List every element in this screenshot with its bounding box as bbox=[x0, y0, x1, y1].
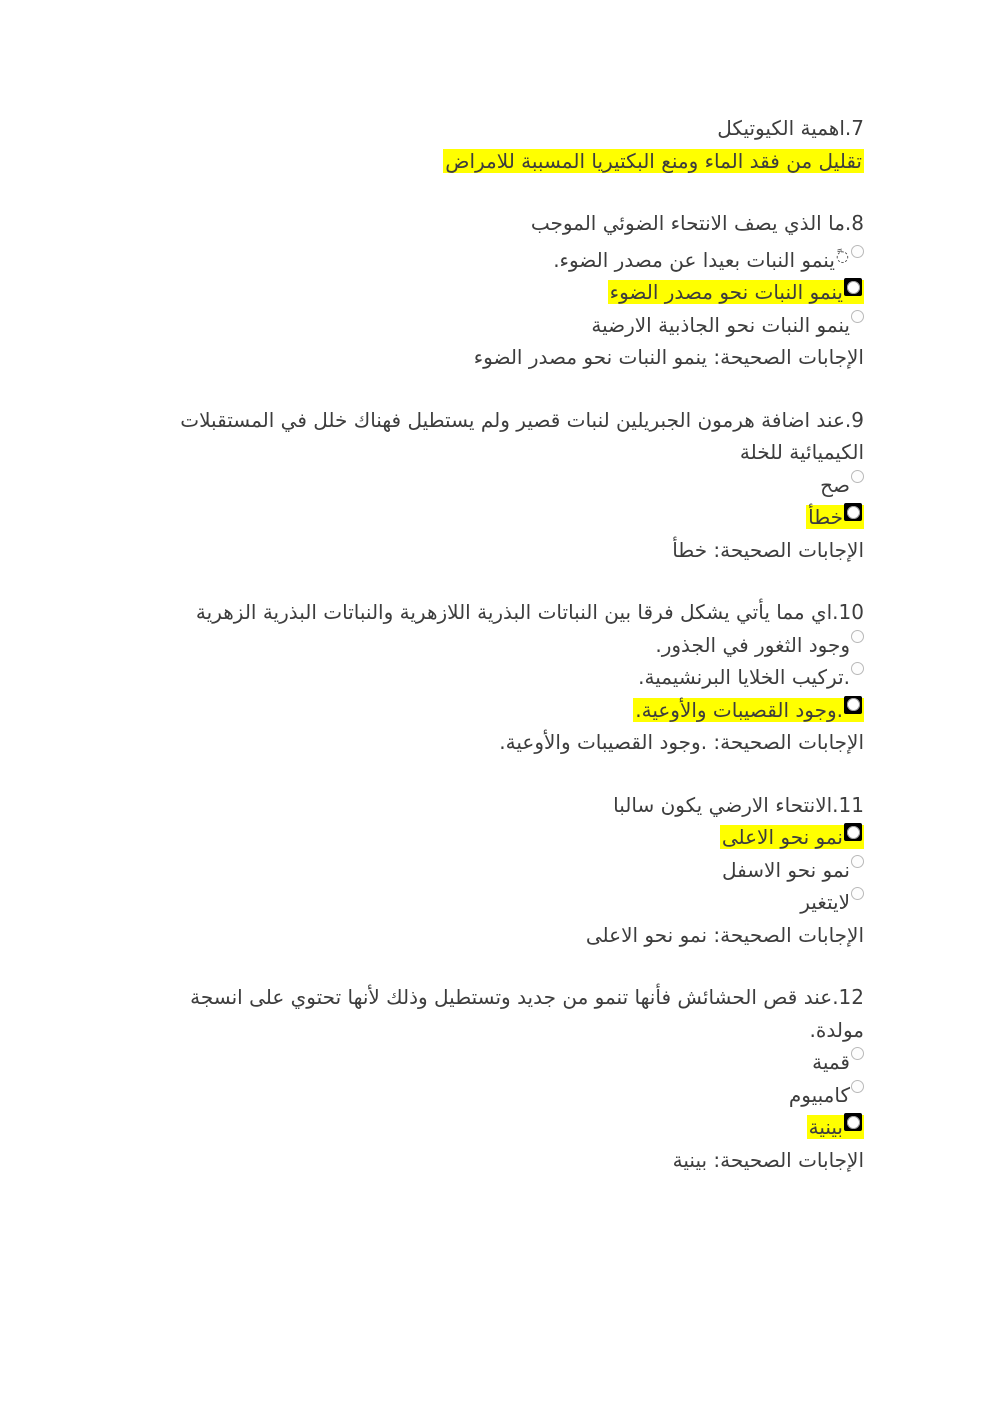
question-block-8 bbox=[158, 207, 864, 374]
question-block-12 bbox=[158, 981, 864, 1176]
answer-option bbox=[158, 276, 864, 309]
option-label: .وجود القصيبات والأوعية. bbox=[635, 697, 843, 722]
option-label: نمو نحو الاعلى bbox=[721, 825, 843, 849]
question-title: 7.اهمية الكيوتيكل bbox=[717, 116, 864, 140]
radio-button[interactable] bbox=[851, 662, 864, 675]
answer-option bbox=[158, 240, 864, 277]
answer-option bbox=[158, 469, 864, 502]
diacritic-mark: ◌ً bbox=[835, 246, 849, 265]
correct-answer-text: الإجابات الصحيحة: .وجود القصيبات والأوعية. bbox=[499, 730, 864, 754]
question-block-9 bbox=[158, 404, 864, 567]
answer-option bbox=[158, 629, 864, 662]
answer-option bbox=[158, 309, 864, 342]
answer-option bbox=[158, 886, 864, 919]
answer-option bbox=[158, 661, 864, 694]
answer-option bbox=[158, 854, 864, 887]
correct-answer-text: الإجابات الصحيحة: ينمو النبات نحو مصدر الضوء bbox=[473, 345, 864, 369]
quiz-document bbox=[158, 112, 864, 1206]
option-label: بينية bbox=[808, 1115, 843, 1139]
answer-option bbox=[158, 1079, 864, 1112]
radio-button[interactable] bbox=[851, 630, 864, 643]
correct-answer-text: الإجابات الصحيحة: خطأ bbox=[672, 537, 864, 562]
option-label: نمو نحو الاسفل bbox=[722, 857, 850, 882]
highlighted-answer bbox=[720, 825, 864, 849]
highlighted-answer bbox=[806, 505, 864, 529]
highlighted-answer bbox=[807, 1115, 864, 1139]
highlighted-answer bbox=[633, 698, 864, 722]
answer-option bbox=[158, 1111, 864, 1144]
option-label: .تركيب الخلايا البرنشيمية. bbox=[638, 665, 850, 689]
option-label: خطأ bbox=[808, 505, 843, 529]
option-label: لايتغير bbox=[800, 890, 850, 914]
answer-option bbox=[158, 694, 864, 727]
option-label: قمية bbox=[812, 1050, 850, 1074]
question-title: 9.عند اضافة هرمون الجبريلين لنبات قصير ولم يستطيل فهناك خلل في المستقبلات الكيميائية للخلة bbox=[180, 407, 864, 464]
radio-button-selected[interactable] bbox=[844, 696, 862, 714]
radio-button[interactable] bbox=[851, 1047, 864, 1060]
radio-button[interactable] bbox=[851, 887, 864, 900]
radio-button[interactable] bbox=[851, 855, 864, 868]
option-label: وجود الثغور في الجذور. bbox=[655, 632, 850, 657]
option-label: ينمو النبات بعيدا عن مصدر الضوء. bbox=[553, 247, 835, 272]
option-label: ينمو النبات نحو مصدر الضوء bbox=[609, 280, 843, 304]
option-label: كامبيوم bbox=[788, 1082, 850, 1107]
question-block-11 bbox=[158, 789, 864, 952]
answer-option bbox=[158, 821, 864, 854]
radio-button-selected[interactable] bbox=[844, 823, 862, 841]
answer-line bbox=[158, 145, 864, 178]
question-title: 10.اي مما يأتي يشكل فرقا بين النباتات البذرية اللازهرية والنباتات البذرية الزهرية bbox=[195, 600, 864, 624]
highlighted-answer: تقليل من فقد الماء ومنع البكتيريا المسببة للامراض bbox=[445, 148, 862, 173]
correct-answer-text: الإجابات الصحيحة: بينية bbox=[672, 1147, 864, 1172]
answer-option bbox=[158, 501, 864, 534]
question-title: 12.عند قص الحشائش فأنها تنمو من جديد وتستطيل وذلك لأنها تحتوي على انسجة مولدة. bbox=[190, 985, 864, 1042]
question-title: 11.الانتحاء الارضي يكون سالبا bbox=[613, 792, 864, 817]
correct-answer-text: الإجابات الصحيحة: نمو نحو الاعلى bbox=[585, 922, 864, 947]
question-title: 8.ما الذي يصف الانتحاء الضوئي الموجب bbox=[530, 211, 864, 235]
radio-button-selected[interactable] bbox=[844, 1113, 862, 1131]
radio-button-selected[interactable] bbox=[844, 278, 862, 296]
radio-button[interactable] bbox=[851, 470, 864, 483]
answer-option bbox=[158, 1046, 864, 1079]
question-block-10 bbox=[158, 596, 864, 759]
highlighted-answer bbox=[608, 280, 864, 304]
option-label: ينمو النبات نحو الجاذبية الارضية bbox=[591, 312, 850, 337]
radio-button[interactable] bbox=[851, 310, 864, 323]
radio-button-selected[interactable] bbox=[844, 503, 862, 521]
radio-button[interactable] bbox=[851, 1080, 864, 1093]
question-block-7 bbox=[158, 112, 864, 177]
option-label: صح bbox=[820, 472, 850, 497]
radio-button[interactable] bbox=[851, 245, 864, 258]
